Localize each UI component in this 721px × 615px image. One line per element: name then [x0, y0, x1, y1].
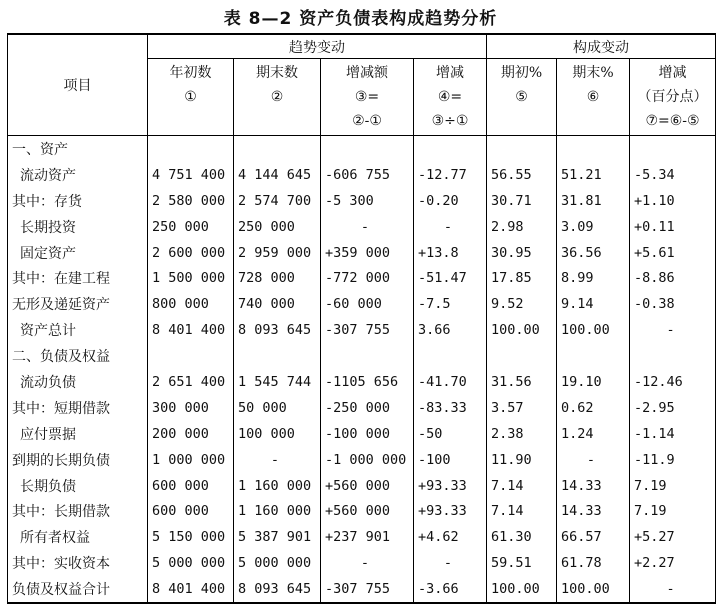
table-row [8, 240, 716, 266]
column-header-line: ⑤ [515, 89, 528, 105]
table-cell: -0.38 [630, 291, 716, 317]
table-cell: 1 500 000 [148, 265, 234, 291]
table-cell: 2.98 [487, 214, 557, 240]
table-cell: 100.00 [557, 576, 630, 603]
column-header-line: 期初% [500, 65, 543, 81]
table-cell: - [234, 447, 321, 473]
table-cell: 5 387 901 [234, 524, 321, 550]
table-cell: 8 093 645 [234, 317, 321, 343]
row-label: 负债及权益合计 [8, 576, 148, 603]
table-cell: 1 000 000 [148, 447, 234, 473]
column-header-4 [414, 59, 487, 136]
column-header-line: ⑥ [586, 89, 600, 105]
table-cell: -12.77 [414, 162, 487, 188]
table-row [8, 524, 716, 550]
row-label: 无形及递延资产 [8, 291, 148, 317]
table-cell: 2 574 700 [234, 188, 321, 214]
column-header-line: 增减 [658, 65, 687, 81]
table-cell: -12.46 [630, 369, 716, 395]
table-cell [234, 136, 321, 162]
row-label: 所有者权益 [8, 524, 148, 550]
table-row [8, 421, 716, 447]
table-cell: 100.00 [487, 576, 557, 603]
table-cell: 100.00 [487, 317, 557, 343]
table-cell [414, 136, 487, 162]
table-cell: 66.57 [557, 524, 630, 550]
table-cell: 7.14 [487, 473, 557, 499]
table-cell: 728 000 [234, 265, 321, 291]
table-cell: +359 000 [321, 240, 414, 266]
column-header-5 [487, 59, 557, 136]
table-cell: -772 000 [321, 265, 414, 291]
table-cell: 2 959 000 [234, 240, 321, 266]
column-header-line: 年初数 [169, 65, 212, 81]
table-row [8, 317, 716, 343]
table-row [8, 136, 716, 162]
table-cell: -307 755 [321, 576, 414, 603]
table-cell [414, 343, 487, 369]
table-cell: -100 000 [321, 421, 414, 447]
table-row [8, 473, 716, 499]
table-cell [148, 136, 234, 162]
row-label: 长期负债 [8, 473, 148, 499]
table-cell: +4.62 [414, 524, 487, 550]
table-cell: -3.66 [414, 576, 487, 603]
table-cell: 30.95 [487, 240, 557, 266]
row-label: 应付票据 [8, 421, 148, 447]
table-cell: -1.14 [630, 421, 716, 447]
column-header-3 [321, 59, 414, 136]
column-header-1 [148, 59, 234, 136]
balance-sheet-table [7, 33, 716, 604]
column-header-line: （百分点） [637, 89, 708, 105]
table-cell: +1.10 [630, 188, 716, 214]
table-cell: +560 000 [321, 473, 414, 499]
column-header-6 [557, 59, 630, 136]
table-row [8, 498, 716, 524]
table-row [8, 369, 716, 395]
table-cell: -2.95 [630, 395, 716, 421]
table-cell: 1 160 000 [234, 473, 321, 499]
table-row [8, 576, 716, 603]
table-cell: - [321, 550, 414, 576]
row-label: 其中：短期借款 [8, 395, 148, 421]
row-label: 其中：在建工程 [8, 265, 148, 291]
table-cell: 4 144 645 [234, 162, 321, 188]
table-cell: 7.19 [630, 498, 716, 524]
table-row [8, 214, 716, 240]
row-label: 流动资产 [8, 162, 148, 188]
table-row [8, 447, 716, 473]
row-label: 固定资产 [8, 240, 148, 266]
table-cell: +0.11 [630, 214, 716, 240]
column-header-line: 期末数 [256, 65, 298, 81]
table-cell: +93.33 [414, 473, 487, 499]
table-title: 表 8—2 资产负债表构成趋势分析 [223, 9, 498, 29]
table-cell: -606 755 [321, 162, 414, 188]
table-cell: 300 000 [148, 395, 234, 421]
table-cell: -100 [414, 447, 487, 473]
table-cell: 61.30 [487, 524, 557, 550]
table-cell: 2 600 000 [148, 240, 234, 266]
table-cell [557, 136, 630, 162]
table-cell: -51.47 [414, 265, 487, 291]
table-cell: +5.27 [630, 524, 716, 550]
table-cell [487, 136, 557, 162]
table-cell: 61.78 [557, 550, 630, 576]
item-column-header: 项目 [8, 34, 148, 136]
table-cell: -11.9 [630, 447, 716, 473]
row-label: 其中：实收资本 [8, 550, 148, 576]
table-cell: - [321, 214, 414, 240]
table-cell: 8 401 400 [148, 576, 234, 603]
table-cell: +13.8 [414, 240, 487, 266]
table-cell: 11.90 [487, 447, 557, 473]
table-cell: 7.19 [630, 473, 716, 499]
table-cell: 31.81 [557, 188, 630, 214]
row-label: 资产总计 [8, 317, 148, 343]
table-cell [234, 343, 321, 369]
row-label: 到期的长期负债 [8, 447, 148, 473]
table-cell: +560 000 [321, 498, 414, 524]
table-cell: -5 300 [321, 188, 414, 214]
table-row [8, 162, 716, 188]
table-cell: -0.20 [414, 188, 487, 214]
trend-group-header: 趋势变动 [148, 34, 487, 59]
column-header-line: ②-① [352, 113, 382, 129]
table-cell: 740 000 [234, 291, 321, 317]
column-header-line: ① [184, 89, 197, 105]
table-cell: -83.33 [414, 395, 487, 421]
row-label: 其中：长期借款 [8, 498, 148, 524]
table-cell [487, 343, 557, 369]
column-header-line: 增减 [436, 65, 464, 81]
table-cell: 50 000 [234, 395, 321, 421]
table-cell: 9.14 [557, 291, 630, 317]
column-header-line: ② [270, 89, 284, 105]
table-cell: 2.38 [487, 421, 557, 447]
table-cell: 56.55 [487, 162, 557, 188]
table-body [8, 136, 716, 604]
table-cell: 5 000 000 [234, 550, 321, 576]
table-cell: - [414, 550, 487, 576]
composition-group-header: 构成变动 [487, 34, 716, 59]
table-cell: 59.51 [487, 550, 557, 576]
table-cell: 1 545 744 [234, 369, 321, 395]
table-cell: 100 000 [234, 421, 321, 447]
table-cell: 600 000 [148, 473, 234, 499]
table-cell: -41.70 [414, 369, 487, 395]
table-cell: -1105 656 [321, 369, 414, 395]
row-label: 其中：存货 [8, 188, 148, 214]
table-cell [148, 343, 234, 369]
table-cell [630, 136, 716, 162]
table-cell: 2 651 400 [148, 369, 234, 395]
column-header-line: ③÷① [431, 113, 469, 129]
table-cell: 30.71 [487, 188, 557, 214]
table-row [8, 291, 716, 317]
table-cell: +2.27 [630, 550, 716, 576]
table-cell: 17.85 [487, 265, 557, 291]
table-cell: 5 150 000 [148, 524, 234, 550]
table-cell: 5 000 000 [148, 550, 234, 576]
table-cell: 8.99 [557, 265, 630, 291]
row-label: 流动负债 [8, 369, 148, 395]
table-row [8, 395, 716, 421]
table-cell: 250 000 [234, 214, 321, 240]
row-label: 长期投资 [8, 214, 148, 240]
table-cell [321, 136, 414, 162]
table-cell: 14.33 [557, 498, 630, 524]
table-cell: -250 000 [321, 395, 414, 421]
column-header-line: ③= [354, 89, 380, 105]
table-cell: 2 580 000 [148, 188, 234, 214]
table-cell: - [414, 214, 487, 240]
table-cell: 0.62 [557, 395, 630, 421]
table-cell: 19.10 [557, 369, 630, 395]
table-cell: 8 093 645 [234, 576, 321, 603]
table-cell [321, 343, 414, 369]
table-cell: -60 000 [321, 291, 414, 317]
column-header-7 [630, 59, 716, 136]
table-cell: - [630, 317, 716, 343]
table-row [8, 343, 716, 369]
table-cell: -50 [414, 421, 487, 447]
table-cell: -307 755 [321, 317, 414, 343]
table-cell [630, 343, 716, 369]
table-cell: 200 000 [148, 421, 234, 447]
column-header-line: 期末% [572, 65, 614, 81]
table-row [8, 265, 716, 291]
table-cell: 3.57 [487, 395, 557, 421]
table-cell: 600 000 [148, 498, 234, 524]
table-cell: 7.14 [487, 498, 557, 524]
table-cell: - [557, 447, 630, 473]
table-cell: +237 901 [321, 524, 414, 550]
table-cell: +93.33 [414, 498, 487, 524]
table-cell: 4 751 400 [148, 162, 234, 188]
table-row [8, 550, 716, 576]
table-cell: 3.09 [557, 214, 630, 240]
table-cell: 1 160 000 [234, 498, 321, 524]
table-cell: -7.5 [414, 291, 487, 317]
table-cell: 9.52 [487, 291, 557, 317]
table-cell: 14.33 [557, 473, 630, 499]
column-header-line: ④= [437, 89, 463, 105]
table-cell: 100.00 [557, 317, 630, 343]
table-cell [557, 343, 630, 369]
column-header-2 [234, 59, 321, 136]
column-header-line: 增减额 [346, 65, 388, 81]
table-header [8, 34, 716, 136]
table-row [8, 188, 716, 214]
table-cell: 36.56 [557, 240, 630, 266]
table-cell: 51.21 [557, 162, 630, 188]
table-cell: 1.24 [557, 421, 630, 447]
table-cell: 250 000 [148, 214, 234, 240]
table-cell: 800 000 [148, 291, 234, 317]
table-cell: 31.56 [487, 369, 557, 395]
table-cell: -8.86 [630, 265, 716, 291]
table-cell: - [630, 576, 716, 603]
table-cell: +5.61 [630, 240, 716, 266]
column-header-line: ⑦=⑥-⑤ [645, 113, 700, 129]
table-cell: 3.66 [414, 317, 487, 343]
row-label: 一、资产 [8, 136, 148, 162]
table-cell: -1 000 000 [321, 447, 414, 473]
row-label: 二、负债及权益 [8, 343, 148, 369]
table-cell: 8 401 400 [148, 317, 234, 343]
table-cell: -5.34 [630, 162, 716, 188]
